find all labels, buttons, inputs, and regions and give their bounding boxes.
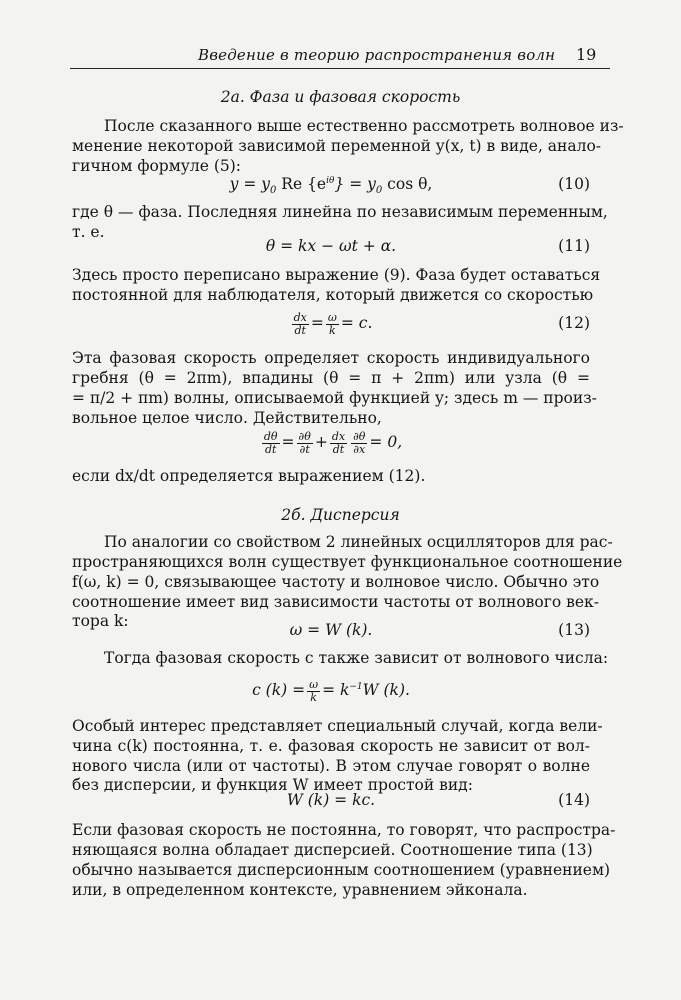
text-line: нового числа (или от частоты). В этом случае говорят о волне (72, 757, 590, 775)
equation-c-of-k: c (k) = $\frac{\omega}{k}$ = $k^{-1}W$ (k). (252, 677, 410, 704)
text-line: Эта фазовая скорость определяет скорость индивидуального (72, 349, 590, 367)
running-title: Введение в теорию распространения волн (198, 46, 556, 64)
section-title-2a: 2а. Фаза и фазовая скорость (220, 88, 461, 106)
equation-number: (14) (558, 791, 590, 809)
text-line: По аналогии со свойством 2 линейных осцилляторов для рас- (104, 533, 613, 551)
text-line: f(ω, k) = 0, связывающее частоту и волновое число. Обычно это (72, 573, 600, 591)
text-line: без дисперсии, и функция W имеет простой вид: (72, 776, 473, 794)
text-line: или, в определенном контексте, уравнением эйконала. (72, 881, 528, 899)
equation-number: (12) (558, 314, 590, 332)
header-rule (70, 68, 610, 69)
equation-11: θ = kx − ωt + α. (11) (72, 234, 590, 258)
text-line: Здесь просто переписано выражение (9). Фаза будет оставаться (72, 266, 601, 284)
text-line: Тогда фазовая скорость c также зависит от волнового числа: (104, 649, 609, 667)
text-line: тора k: (72, 612, 129, 630)
text-line: гичном формуле (5): (72, 157, 242, 175)
text-line: чина c(k) постоянна, т. е. фазовая скорость не зависит от вол- (72, 737, 590, 755)
equation-derivative: $\frac{d\theta}{dt}$ = $\frac{\partial\theta}{\partial t}$ + $\frac{dx}{dt}$ $\frac{\partial\theta}{\partial x}$ = 0, (263, 429, 403, 456)
page-number: 19 (576, 45, 597, 64)
text-line: т. е. (72, 223, 105, 241)
text-line: вольное целое число. Действительно, (72, 409, 382, 427)
text-line: соотношение имеет вид зависимости частоты от волнового век- (72, 593, 599, 611)
text-line: Особый интерес представляет специальный случай, когда вели- (72, 717, 603, 735)
text-line: где θ — фаза. Последняя линейна по независимым переменным, (72, 203, 608, 221)
equation-14: W (k) = kc. (14) (72, 788, 590, 812)
running-header (70, 44, 610, 68)
equation-number: (10) (558, 175, 590, 193)
equation-12: $\frac{dx}{dt}$ = $\frac{\omega}{k}$ = c. (12) (293, 310, 590, 337)
equation-13: ω = W (k). (13) (72, 618, 590, 642)
text-line: менение некоторой зависимой переменной y(x, t) в виде, анало- (72, 137, 602, 155)
section-title-2b: 2б. Дисперсия (281, 506, 400, 524)
text-line: няющаяся волна обладает дисперсией. Соотношение типа (13) (72, 841, 593, 859)
equation-number: (13) (558, 621, 590, 639)
text-line: постоянной для наблюдателя, который движется со скоростью (72, 286, 594, 304)
text-line: если dx/dt определяется выражением (12). (72, 467, 426, 485)
equation-10: $y = y_0$ Re $\{e^{i\theta}\} = y_0$ cos θ, (10) (72, 172, 590, 196)
text-line: Если фазовая скорость не постоянна, то говорят, что распростра- (72, 821, 616, 839)
text-line: После сказанного выше естественно рассмотреть волновое из- (104, 117, 624, 135)
text-line: пространяющихся волн существует функциональное соотношение (72, 553, 623, 571)
text-line: гребня (θ = 2πm), впадины (θ = π + 2πm) или узла (θ = (72, 369, 590, 387)
text-line: обычно называется дисперсионным соотношением (уравнением) (72, 861, 611, 879)
text-line: = π/2 + πm) волны, описываемой функцией y; здесь m — произ- (72, 389, 597, 407)
equation-number: (11) (558, 237, 590, 255)
